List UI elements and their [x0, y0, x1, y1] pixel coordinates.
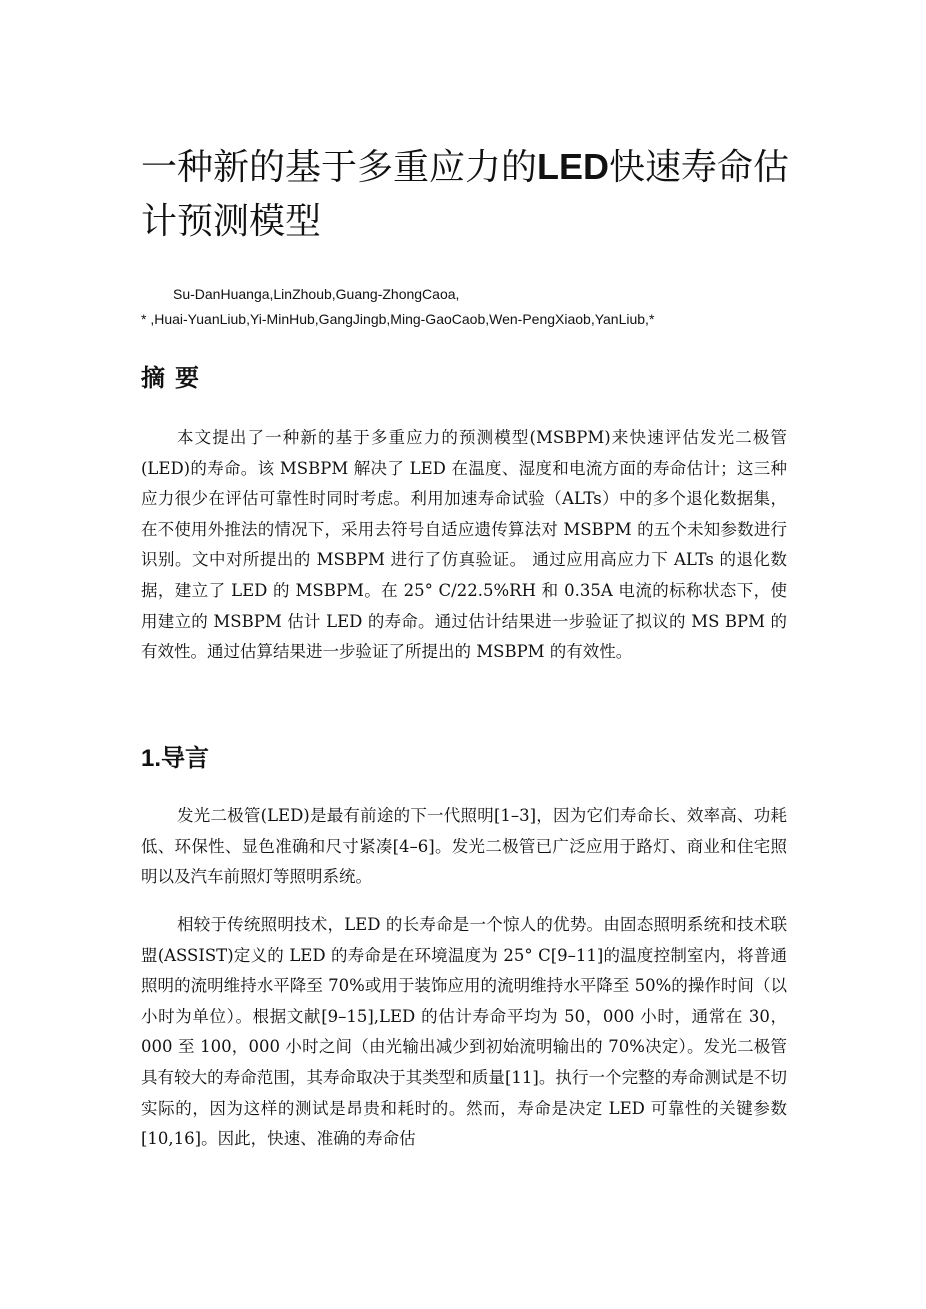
abstract-heading: 摘要 [141, 365, 209, 392]
title-bold-led: LED [537, 146, 610, 187]
intro-paragraph-1: 发光二极管(LED)是最有前途的下一代照明[1–3]，因为它们寿命长、效率高、功耗低、环保性、显色准确和尺寸紧凑[4–6]。发光二极管已广泛应用于路灯、商业和住宅照明以及汽车前照灯等照明系统。 [141, 806, 787, 887]
intro-paragraph-2: 相较于传统照明技术，LED 的长寿命是一个惊人的优势。由固态照明系统和技术联盟(ASSIST)定义的 LED 的寿命是在环境温度为 25° C[9–11]的温度控制室内，将普通照明的流明维持水平降至 70%或用于装饰应用的流明维持水平降至 50%的操作时间（以小时为单位）。根据文献[9–15],LED 的估计寿命平均为 50，000 小时，通常在 30，000 至 100，000 小时之间（由光输出减少到初始流明输出的 70%决定）。发光二极管具有较大的寿命范围，其寿命取决于其类型和质量[11]。执行一个完整的寿命测试是不切实际的，因为这样的测试是昂贵和耗时的。然而，寿命是决定 LED 可靠性的关键参数[10,16]。因此，快速、准确的寿命估 [141, 915, 787, 1149]
title-part1: 一种新的基于多重应力的 [141, 146, 538, 187]
authors-line-1: Su-DanHuanga,LinZhoub,Guang-ZhongCaoa, [173, 286, 460, 302]
intro-heading: 1.导言 [141, 745, 210, 772]
authors-line-2: * ,Huai-YuanLiub,Yi-MinHub,GangJingb,Ming-GaoCaob,Wen-PengXiaob,YanLiub,* [141, 311, 655, 327]
paper-title [141, 140, 801, 248]
abstract-paragraph: 本文提出了一种新的基于多重应力的预测模型(MSBPM)来快速评估发光二极管(LED)的寿命。该 MSBPM 解决了 LED 在温度、湿度和电流方面的寿命估计；这三种应力很少在评估可靠性时同时考虑。利用加速寿命试验（ALTs）中的多个退化数据集，在不使用外推法的情况下，采用去符号自适应遗传算法对 MSBPM 的五个未知参数进行识别。文中对所提出的 MSBPM 进行了仿真验证。 通过应用高应力下 ALTs 的退化数据，建立了 LED 的 MSBPM。在 25° C/22.5%RH 和 0.35A 电流的标称状态下，使用建立的 MSBPM 估计 LED 的寿命。通过估计结果进一步验证了拟议的 MS BPM 的有效性。通过估算结果进一步验证了所提出的 MSBPM 的有效性。 [141, 428, 787, 662]
title-part2: 快速寿命估计预测模型 [141, 146, 790, 241]
